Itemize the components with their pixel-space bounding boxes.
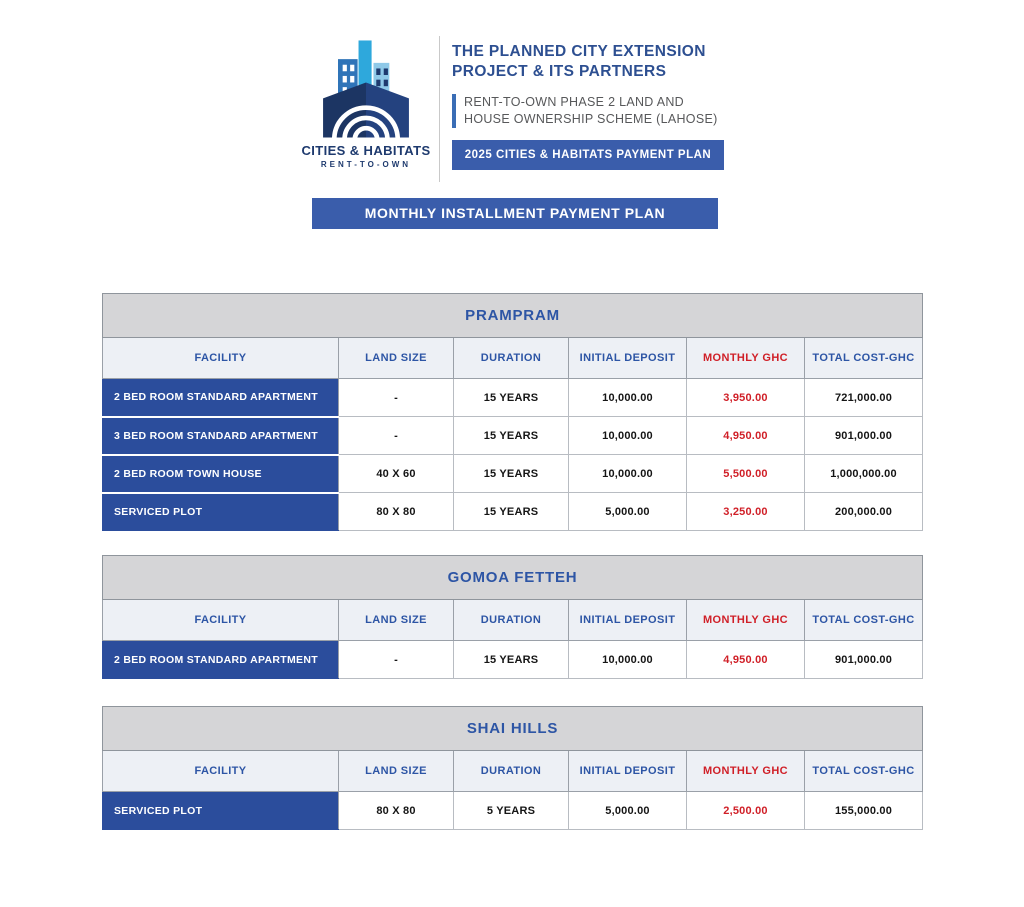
column-header-land-size: LAND SIZE (339, 751, 454, 792)
column-header-duration: DURATION (454, 338, 569, 379)
logo-tagline: RENT-TO-OWN (320, 160, 412, 169)
value-cell: - (339, 641, 454, 679)
column-header-initial-deposit: INITIAL DEPOSIT (569, 338, 687, 379)
monthly-cell: 3,250.00 (687, 493, 805, 531)
value-cell: 10,000.00 (569, 379, 687, 417)
header-text-block (446, 36, 731, 170)
monthly-installment-banner: MONTHLY INSTALLMENT PAYMENT PLAN (312, 198, 718, 229)
table-row (103, 455, 923, 493)
column-header-monthly-ghc: MONTHLY GHC (687, 600, 805, 641)
value-cell: - (339, 379, 454, 417)
monthly-cell: 4,950.00 (687, 417, 805, 455)
value-cell: 15 YEARS (454, 379, 569, 417)
value-cell: 5 YEARS (454, 792, 569, 830)
value-cell: 15 YEARS (454, 417, 569, 455)
table-title: SHAI HILLS (103, 707, 923, 751)
plan-table-prampram (102, 293, 923, 531)
monthly-cell: 3,950.00 (687, 379, 805, 417)
table-header-row (103, 751, 923, 792)
plan-table-gomoa-fetteh (102, 555, 923, 679)
facility-cell: SERVICED PLOT (103, 792, 339, 830)
value-cell: 200,000.00 (805, 493, 923, 531)
value-cell: 15 YEARS (454, 641, 569, 679)
column-header-facility: FACILITY (103, 338, 339, 379)
document-subtitle: RENT-TO-OWN PHASE 2 LAND AND HOUSE OWNERSHIP SCHEME (LAHOSE) (452, 94, 731, 128)
logo-name: CITIES & HABITATS (301, 143, 431, 158)
value-cell: 901,000.00 (805, 641, 923, 679)
column-header-initial-deposit: INITIAL DEPOSIT (569, 751, 687, 792)
monthly-cell: 2,500.00 (687, 792, 805, 830)
facility-cell: 3 BED ROOM STANDARD APARTMENT (103, 417, 339, 455)
value-cell: 80 X 80 (339, 792, 454, 830)
monthly-cell: 4,950.00 (687, 641, 805, 679)
column-header-duration: DURATION (454, 600, 569, 641)
tables (102, 293, 922, 854)
facility-cell: 2 BED ROOM TOWN HOUSE (103, 455, 339, 493)
table-row (103, 792, 923, 830)
column-header-total-cost-ghc: TOTAL COST-GHC (805, 600, 923, 641)
logo (298, 36, 434, 169)
column-header-duration: DURATION (454, 751, 569, 792)
cities-habitats-logo-icon (310, 38, 422, 140)
table-title: GOMOA FETTEH (103, 556, 923, 600)
value-cell: 10,000.00 (569, 641, 687, 679)
column-header-monthly-ghc: MONTHLY GHC (687, 338, 805, 379)
column-header-total-cost-ghc: TOTAL COST-GHC (805, 751, 923, 792)
value-cell: 1,000,000.00 (805, 455, 923, 493)
table-title: PRAMPRAM (103, 294, 923, 338)
value-cell: - (339, 417, 454, 455)
table-header-row (103, 338, 923, 379)
facility-cell: 2 BED ROOM STANDARD APARTMENT (103, 379, 339, 417)
table-row (103, 417, 923, 455)
column-header-land-size: LAND SIZE (339, 338, 454, 379)
column-header-land-size: LAND SIZE (339, 600, 454, 641)
value-cell: 80 X 80 (339, 493, 454, 531)
document-title: THE PLANNED CITY EXTENSION PROJECT & ITS PARTNERS (452, 43, 706, 80)
value-cell: 901,000.00 (805, 417, 923, 455)
subtitle-accent-bar (452, 94, 456, 128)
value-cell: 5,000.00 (569, 792, 687, 830)
value-cell: 155,000.00 (805, 792, 923, 830)
column-header-total-cost-ghc: TOTAL COST-GHC (805, 338, 923, 379)
value-cell: 10,000.00 (569, 455, 687, 493)
brand-divider (439, 36, 440, 182)
value-cell: 40 X 60 (339, 455, 454, 493)
value-cell: 721,000.00 (805, 379, 923, 417)
table-row (103, 493, 923, 531)
column-header-facility: FACILITY (103, 751, 339, 792)
facility-cell: 2 BED ROOM STANDARD APARTMENT (103, 641, 339, 679)
column-header-monthly-ghc: MONTHLY GHC (687, 751, 805, 792)
plan-table-shai-hills (102, 706, 923, 830)
value-cell: 5,000.00 (569, 493, 687, 531)
value-cell: 15 YEARS (454, 455, 569, 493)
payment-plan-badge: 2025 CITIES & HABITATS PAYMENT PLAN (452, 140, 724, 170)
table-row (103, 379, 923, 417)
value-cell: 10,000.00 (569, 417, 687, 455)
facility-cell: SERVICED PLOT (103, 493, 339, 531)
monthly-cell: 5,500.00 (687, 455, 805, 493)
value-cell: 15 YEARS (454, 493, 569, 531)
table-header-row (103, 600, 923, 641)
brand-header (298, 36, 731, 182)
table-row (103, 641, 923, 679)
column-header-initial-deposit: INITIAL DEPOSIT (569, 600, 687, 641)
column-header-facility: FACILITY (103, 600, 339, 641)
